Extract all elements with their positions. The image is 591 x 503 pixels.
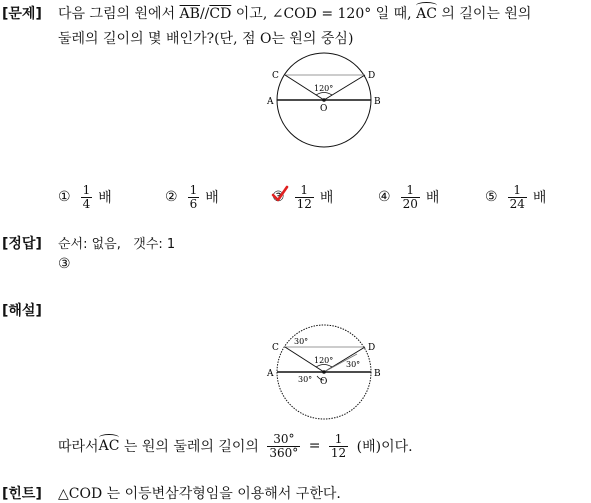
angle-bottom-label: 30° <box>298 375 313 384</box>
label-a: A <box>267 369 274 379</box>
problem-label: [문제] <box>2 6 42 22</box>
arc-ac: AC <box>416 6 437 22</box>
fraction-1-12: $\frac{1}{12}$ <box>330 431 347 460</box>
option-1-fraction: $\frac{1}{4}$ <box>82 182 91 211</box>
option-3-fraction: $\frac{1}{12}$ <box>296 182 312 211</box>
hint-label: [힌트] <box>2 486 42 502</box>
explanation-text-c: (배)이다. <box>352 439 413 455</box>
label-d: D <box>368 343 376 353</box>
label-a: A <box>267 97 274 107</box>
equals-sign: = <box>304 438 325 454</box>
label-o: O <box>320 377 328 387</box>
option-3-unit: 배 <box>319 190 334 206</box>
problem-text-1b: 이고, ∠COD = 120° 일 때, <box>231 6 417 22</box>
label-o: O <box>320 104 328 114</box>
hint-text: △COD 는 이등변삼각형임을 이용해서 구한다. <box>58 486 341 502</box>
option-4-mark: ④ <box>378 189 391 205</box>
label-b: B <box>374 97 381 107</box>
arc-ac: AC <box>98 438 120 454</box>
explanation-text-b: 는 원의 둘레의 길이의 <box>119 439 264 455</box>
problem-line-2: 둘레의 길이의 몇 배인가?(단, 점 O는 원의 중심) <box>58 31 354 47</box>
option-5-unit: 배 <box>532 190 547 206</box>
angle-center-label: 120° <box>314 356 334 365</box>
option-4[interactable] <box>378 178 439 216</box>
explanation-text-a: 따라서 <box>58 439 99 455</box>
label-d: D <box>368 71 376 81</box>
option-2-fraction: $\frac{1}{6}$ <box>189 182 198 211</box>
option-1[interactable] <box>58 178 112 216</box>
answer-label: [정답] <box>2 236 42 252</box>
parallel-symbol: // <box>199 6 210 22</box>
option-4-fraction: $\frac{1}{20}$ <box>402 182 418 211</box>
option-1-mark: ① <box>58 189 71 205</box>
option-2[interactable] <box>165 178 219 216</box>
angle-right-label: 30° <box>346 360 361 369</box>
label-c: C <box>272 343 279 353</box>
problem-line-1 <box>58 3 531 23</box>
label-b: B <box>374 369 381 379</box>
option-3[interactable] <box>272 178 333 216</box>
check-icon <box>271 185 289 203</box>
circle-figure-problem <box>262 48 392 152</box>
option-4-unit: 배 <box>425 190 440 206</box>
explanation-line <box>58 428 413 464</box>
fraction-30-360: $\frac{30^\circ}{360^\circ}$ <box>269 431 299 460</box>
center-point <box>322 370 326 374</box>
circle-figure-explanation <box>262 320 392 424</box>
option-5-mark: ⑤ <box>485 189 498 205</box>
answer-line-2: ③ <box>58 256 71 272</box>
label-c: C <box>272 71 279 81</box>
option-3-mark: ③ <box>272 189 285 205</box>
option-2-mark: ② <box>165 189 178 205</box>
option-2-unit: 배 <box>205 190 219 206</box>
option-5-fraction: $\frac{1}{24}$ <box>509 182 525 211</box>
center-point <box>322 98 326 102</box>
option-5[interactable] <box>485 178 546 216</box>
angle-label: 120° <box>314 84 334 93</box>
problem-text-1c: 의 길이는 원의 <box>436 6 532 22</box>
option-1-unit: 배 <box>98 190 112 206</box>
segment-cd: $\overline{CD}$ <box>209 6 232 22</box>
angle-top-label: 30° <box>294 337 309 346</box>
answer-line-1: 순서: 없음, 갯수: 1 <box>58 237 176 252</box>
problem-text-1a: 다음 그림의 원에서 <box>58 6 180 22</box>
segment-ab: $\overline{AB}$ <box>179 6 200 22</box>
explanation-label: [해설] <box>2 303 42 319</box>
